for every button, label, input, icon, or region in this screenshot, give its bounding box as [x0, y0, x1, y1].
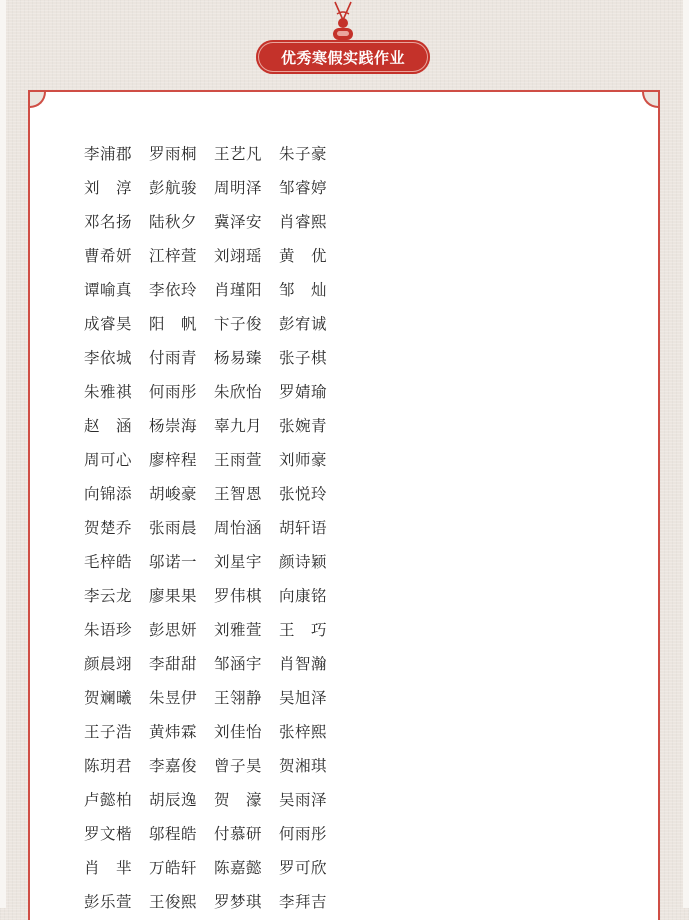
student-name: 刘 淳 [84, 179, 133, 197]
student-name: 刘佳怡 [214, 723, 263, 741]
student-name: 邹 灿 [279, 281, 328, 299]
student-name: 邹睿婷 [279, 179, 328, 197]
student-name: 颜诗颖 [279, 553, 328, 571]
student-name: 贺楚乔 [84, 519, 133, 537]
student-name: 张子棋 [279, 349, 328, 367]
names-row [84, 238, 354, 272]
names-row [84, 782, 354, 816]
student-name: 王子浩 [84, 723, 133, 741]
student-name: 廖梓程 [149, 451, 198, 469]
student-name: 陆秋夕 [149, 213, 198, 231]
names-row [84, 578, 354, 612]
student-name: 万皓轩 [149, 859, 198, 877]
student-name: 李拜吉 [279, 893, 328, 911]
student-name: 朱语珍 [84, 621, 133, 639]
student-name: 向锦添 [84, 485, 133, 503]
student-name: 朱昱伊 [149, 689, 198, 707]
student-name: 杨易臻 [214, 349, 263, 367]
student-name: 邬诺一 [149, 553, 198, 571]
student-name: 刘雅萱 [214, 621, 263, 639]
student-name: 罗雨桐 [149, 145, 198, 163]
page-title: 优秀寒假实践作业 [280, 48, 405, 67]
student-name: 邹涵宇 [214, 655, 263, 673]
student-name: 何雨彤 [149, 383, 198, 401]
frame-corner-ornament [28, 90, 46, 108]
student-name: 朱雅祺 [84, 383, 133, 401]
student-name: 张悦玲 [279, 485, 328, 503]
student-name: 彭思妍 [149, 621, 198, 639]
student-name: 李甜甜 [149, 655, 198, 673]
student-name: 黄炜霖 [149, 723, 198, 741]
student-name: 刘师豪 [279, 451, 328, 469]
student-name: 贺湘琪 [279, 757, 328, 775]
names-row [84, 374, 354, 408]
student-name: 陈嘉懿 [214, 859, 263, 877]
student-name: 肖 芈 [84, 859, 133, 877]
names-row [84, 204, 354, 238]
names-row [84, 816, 354, 850]
student-name: 吴旭泽 [279, 689, 328, 707]
names-row [84, 646, 354, 680]
names-row [84, 442, 354, 476]
student-name: 卞子俊 [214, 315, 263, 333]
student-name: 刘翊瑶 [214, 247, 263, 265]
names-row [84, 884, 354, 918]
student-name: 王智恩 [214, 485, 263, 503]
student-name: 卢懿柏 [84, 791, 133, 809]
student-name: 肖睿熙 [279, 213, 328, 231]
names-row [84, 408, 354, 442]
student-name: 张婉青 [279, 417, 328, 435]
student-name: 邓名扬 [84, 213, 133, 231]
student-name: 彭宥诚 [279, 315, 328, 333]
student-name: 付雨青 [149, 349, 198, 367]
content-frame [28, 90, 660, 920]
student-name: 王雨萱 [214, 451, 263, 469]
student-name: 辜九月 [214, 417, 263, 435]
frame-corner-ornament [642, 90, 660, 108]
student-name: 颜晨翊 [84, 655, 133, 673]
student-name: 罗伟棋 [214, 587, 263, 605]
student-name: 张梓熙 [279, 723, 328, 741]
names-row [84, 680, 354, 714]
student-name: 朱子豪 [279, 145, 328, 163]
student-name: 肖智瀚 [279, 655, 328, 673]
student-name: 江梓萱 [149, 247, 198, 265]
student-name: 陈玥君 [84, 757, 133, 775]
left-edge-strip [0, 0, 6, 908]
names-row [84, 544, 354, 578]
names-row [84, 340, 354, 374]
student-name: 张雨晨 [149, 519, 198, 537]
student-name: 曹希妍 [84, 247, 133, 265]
student-name: 阳 帆 [149, 315, 198, 333]
names-row [84, 714, 354, 748]
student-name: 廖果果 [149, 587, 198, 605]
student-name: 罗梦琪 [214, 893, 263, 911]
student-name: 向康铭 [279, 587, 328, 605]
student-name: 周怡涵 [214, 519, 263, 537]
student-name: 李浦郡 [84, 145, 133, 163]
student-name: 彭乐萱 [84, 893, 133, 911]
student-name: 曾子昊 [214, 757, 263, 775]
names-row [84, 170, 354, 204]
student-name: 李依城 [84, 349, 133, 367]
names-list [84, 136, 354, 918]
student-name: 付慕研 [214, 825, 263, 843]
names-row [84, 850, 354, 884]
names-row [84, 510, 354, 544]
student-name: 王 巧 [279, 621, 328, 639]
student-name: 肖瑾阳 [214, 281, 263, 299]
student-name: 贺斓曦 [84, 689, 133, 707]
title-banner [256, 40, 430, 74]
student-name: 胡峻豪 [149, 485, 198, 503]
student-name: 胡轩语 [279, 519, 328, 537]
student-name: 朱欣怡 [214, 383, 263, 401]
student-name: 刘星宇 [214, 553, 263, 571]
student-name: 何雨彤 [279, 825, 328, 843]
student-name: 王俊熙 [149, 893, 198, 911]
student-name: 贺 濠 [214, 791, 263, 809]
names-row [84, 272, 354, 306]
student-name: 胡辰逸 [149, 791, 198, 809]
student-name: 杨崇海 [149, 417, 198, 435]
student-name: 彭航骏 [149, 179, 198, 197]
student-name: 周明泽 [214, 179, 263, 197]
student-name: 罗婧瑜 [279, 383, 328, 401]
student-name: 邬程皓 [149, 825, 198, 843]
student-name: 冀泽安 [214, 213, 263, 231]
student-name: 周可心 [84, 451, 133, 469]
student-name: 罗可欣 [279, 859, 328, 877]
student-name: 李嘉俊 [149, 757, 198, 775]
student-name: 罗文楷 [84, 825, 133, 843]
student-name: 毛梓皓 [84, 553, 133, 571]
student-name: 黄 优 [279, 247, 328, 265]
student-name: 赵 涵 [84, 417, 133, 435]
right-edge-strip [683, 0, 689, 908]
names-row [84, 476, 354, 510]
student-name: 谭喻真 [84, 281, 133, 299]
student-name: 王艺凡 [214, 145, 263, 163]
student-name: 王翎静 [214, 689, 263, 707]
names-row [84, 306, 354, 340]
student-name: 吴雨泽 [279, 791, 328, 809]
names-row [84, 748, 354, 782]
student-name: 李依玲 [149, 281, 198, 299]
student-name: 成睿昊 [84, 315, 133, 333]
student-name: 李云龙 [84, 587, 133, 605]
names-row [84, 136, 354, 170]
names-row [84, 612, 354, 646]
